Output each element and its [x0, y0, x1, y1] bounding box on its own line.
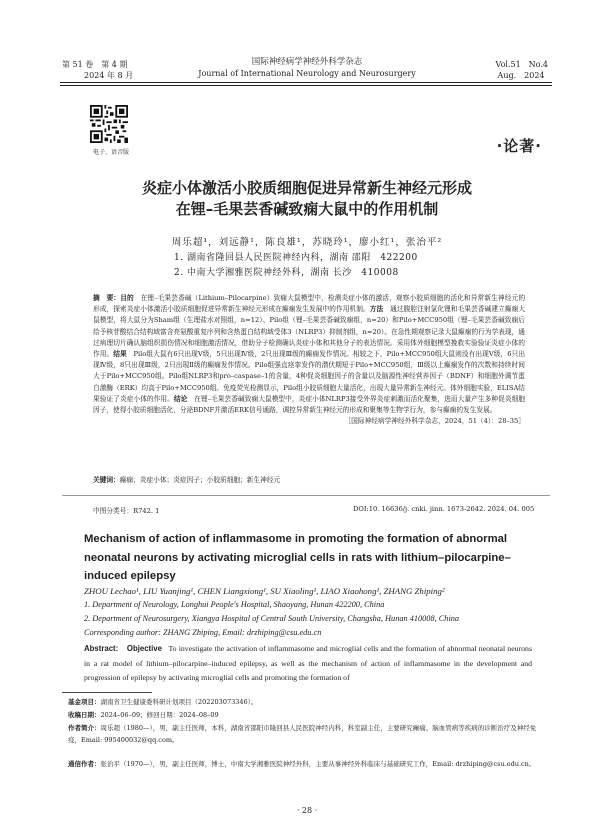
abstract-cn-conclusion: 在锂–毛果芸香碱致痫大鼠模型中，炎症小体NLRP3接受外界炎症刺激而活化聚集，进而大量产生多种促炎细胞因子，使得小胶质细胞活化，分泌BDNF并激活ERK信号通路，调控异常新生神经元的形成和聚集等生物学行为，参与癫痫的发生发展。 — [93, 394, 526, 415]
page-number: · 28 · — [296, 806, 318, 815]
footnote-corresponding-label: 通信作者： — [68, 760, 101, 768]
journal-name-cn: 国际神经病学神经外科学杂志 — [251, 57, 363, 67]
corresponding-author-en: Corresponding author: ZHANG Zhiping, Email: drzhiping@csu.edu.cn — [84, 628, 322, 637]
footnote-rule — [62, 692, 152, 693]
title-cn-line1: 炎症小体激活小胶质细胞促进异常新生神经元形成 — [141, 179, 472, 197]
footnote-first-author-text: 周乐超（1980—），男，副主任医师，本科，湖南省邵阳市隆回县人民医院神经内科，科室副主任，主要研究癫痫、脑血管病等疾病的诊断治疗及神经免疫，Email: 995400032@qq.com。 — [68, 724, 537, 744]
footnote-dates-text: 2024–06–09；修回日期：2024–08–09 — [100, 711, 219, 719]
footnote-fund-text: 湖南省卫生健康委科研计划项目（202203073346）。 — [100, 698, 258, 706]
doi[interactable]: DOI:10. 16636/j. cnki. jinn. 1673-2642. 2024. 04. 005 — [353, 505, 535, 513]
abstract-en — [84, 642, 532, 686]
volume-issue-en: Vol.51 No.4 — [495, 60, 548, 69]
journal-name-en: Journal of International Neurology and Neurosurgery — [198, 69, 416, 78]
abstract-cn-method: 通过腹腔注射氯化锂和毛果芸香碱建立癫痫大鼠模型，将大鼠分为Sham组（生理盐水对照组，n=12）、Pilo组（锂–毛果芸香碱致痫组，n=20）和Pilo+MCC950组（锂–毛果芸香碱致痫后给予核苷酸结合结构域富含亮氨酸重复序列和含热蛋白结构域受体3（NLRP3）抑制剂组，n=20）。在急性期观察记录大鼠癫痫的行为学表现，通过病理切片确认脑组织损伤情况和细胞激活情况，借助分子检测确认炎症小体和其他分子的表达情况。采用体外细胞模型挽救实验验证炎症小体的作用。 — [93, 305, 526, 359]
abstract-cn-label: 摘 要： — [93, 294, 121, 302]
affiliation-cn-1: 1. 湖南省隆回县人民医院神经内科，湖南 邵阳 422200 — [174, 253, 418, 263]
footnote-first-author-label: 作者简介： — [68, 724, 101, 732]
abstract-cn — [93, 293, 525, 427]
header-right — [496, 59, 548, 81]
title-cn-line2: 在锂–毛果芸香碱致痫大鼠中的作用机制 — [175, 200, 439, 218]
affiliation-en-1: 1. Department of Neurology, Longhui People's Hospital, Shaoyang, Hunan 422200, China — [84, 600, 385, 609]
keywords-cn — [93, 474, 280, 484]
footnote-dates-label: 收稿日期： — [68, 711, 101, 719]
abstract-cn-result-label: 结果 — [113, 350, 127, 359]
header-rule-thin — [60, 85, 552, 86]
keywords-cn-label: 关键词： — [93, 476, 120, 484]
citation-cn: ［国际神经病学神经外科学杂志，2024，51（4）：28–35］ — [344, 417, 525, 426]
affiliation-en-2: 2. Department of Neurosurgery, Xiangya Hospital of Central South University, Changsha, Hunan 410008, China — [84, 614, 460, 623]
footnote-corresponding-text: 张治平（1970—），男，副主任医师，博士，中南大学湘雅医院神经外科，主要从事神经外科临床与基础研究工作，Email: drzhiping@csu.edu.cn。 — [100, 760, 536, 768]
abstract-cn-conclusion-label: 结论 — [173, 394, 188, 403]
abstract-cn-method-label: 方法 — [369, 305, 384, 314]
article-category: ·论著· — [496, 137, 542, 155]
footnote-corresponding — [68, 759, 548, 771]
classification-number: 中图分类号：R742. 1 — [93, 507, 160, 515]
footnote-fund — [68, 697, 548, 709]
authors-en: ZHOU Lechao¹, LIU Yuanjing¹, CHEN Liangxiong¹, SU Xiaoling¹, LIAO Xiaohong¹, ZHANG Zhiping² — [84, 586, 445, 596]
footnote-dates — [68, 710, 548, 722]
volume-issue-cn: 第 51 卷 第 4 期 — [62, 60, 128, 69]
qr-caption: 电子、语音版 — [92, 149, 129, 156]
section-divider — [62, 495, 550, 496]
abstract-en-text: To investigate the activation of inflammasome and microglial cells and the formation of abnormal neonatal neurons in a rat model of lithium–pilocarpine–induced epilepsy, as well as the mechanism of action of inflammasome in the development and progression of epilepsy by activating microglial cells and promoting the formation of — [84, 644, 532, 682]
abstract-cn-result: Pilo组大鼠有6只出现Ⅴ级，5只出现Ⅳ级，2只出现Ⅲ级的癫痫发作情况。相较之下，Pilo+MCC950组大鼠则没有出现Ⅴ级，6只出现Ⅳ级，8只出现Ⅲ级，2只出现Ⅱ级的癫痫发作情况。Pilo组强直痉挛发作的潜伏期短于Pilo+MCC950组，Ⅲ级以上癫痫发作的次数和持续时间大于Pilo+MCC950组。Pilo组NLRP3和pro–caspase–1的含量，4种促炎细胞因子的含量以及脑源性神经营养因子（BDNF）和细胞外调节蛋白激酶（ERK）均高于Pilo+MCC950组。免疫荧光检测显示，Pilo组小胶质细胞大量活化，出现大量异常新生神经元。体外细胞实验，ELISA结果验证了炎症小体的作用。 — [93, 350, 526, 403]
title-en: Mechanism of action of inflammasome in promoting the formation of abnormal neonatal neurons by activating microglial cells in rats with lithium–pilocarpine–induced epilepsy — [84, 533, 511, 582]
qr-code-icon[interactable] — [90, 105, 128, 143]
keywords-cn-text: 癫痫；炎症小体；炎症因子；小胶质细胞；新生神经元 — [119, 476, 281, 484]
affiliation-cn-2: 2. 中南大学湘雅医院神经外科，湖南 长沙 410008 — [174, 268, 399, 278]
date-cn: 2024 年 8 月 — [84, 71, 134, 80]
footnote-first-author — [68, 723, 548, 746]
footnote-fund-label: 基金项目： — [68, 698, 101, 706]
abstract-en-label: Abstract: — [84, 644, 119, 653]
abstract-cn-objective-label: 目的 — [120, 294, 134, 302]
date-en: Aug. 2024 — [497, 71, 545, 80]
authors-cn: 周乐超¹，刘远静¹，陈良雄¹，苏晓玲¹，廖小红¹，张治平² — [171, 237, 443, 248]
abstract-cn-objective: 在锂–毛果芸香碱（Lithium–Pilocarpine）致痫大鼠模型中，检测炎症小体的激活，观察小胶质细胞的活化和异常新生神经元的形成，探索炎症小体激活小胶质细胞促进异常新生神经元形成在癫痫发生发展中的作用机制。 — [93, 294, 526, 314]
header-rule-thick — [60, 82, 552, 83]
abstract-en-objective-label: Objective — [126, 644, 162, 653]
